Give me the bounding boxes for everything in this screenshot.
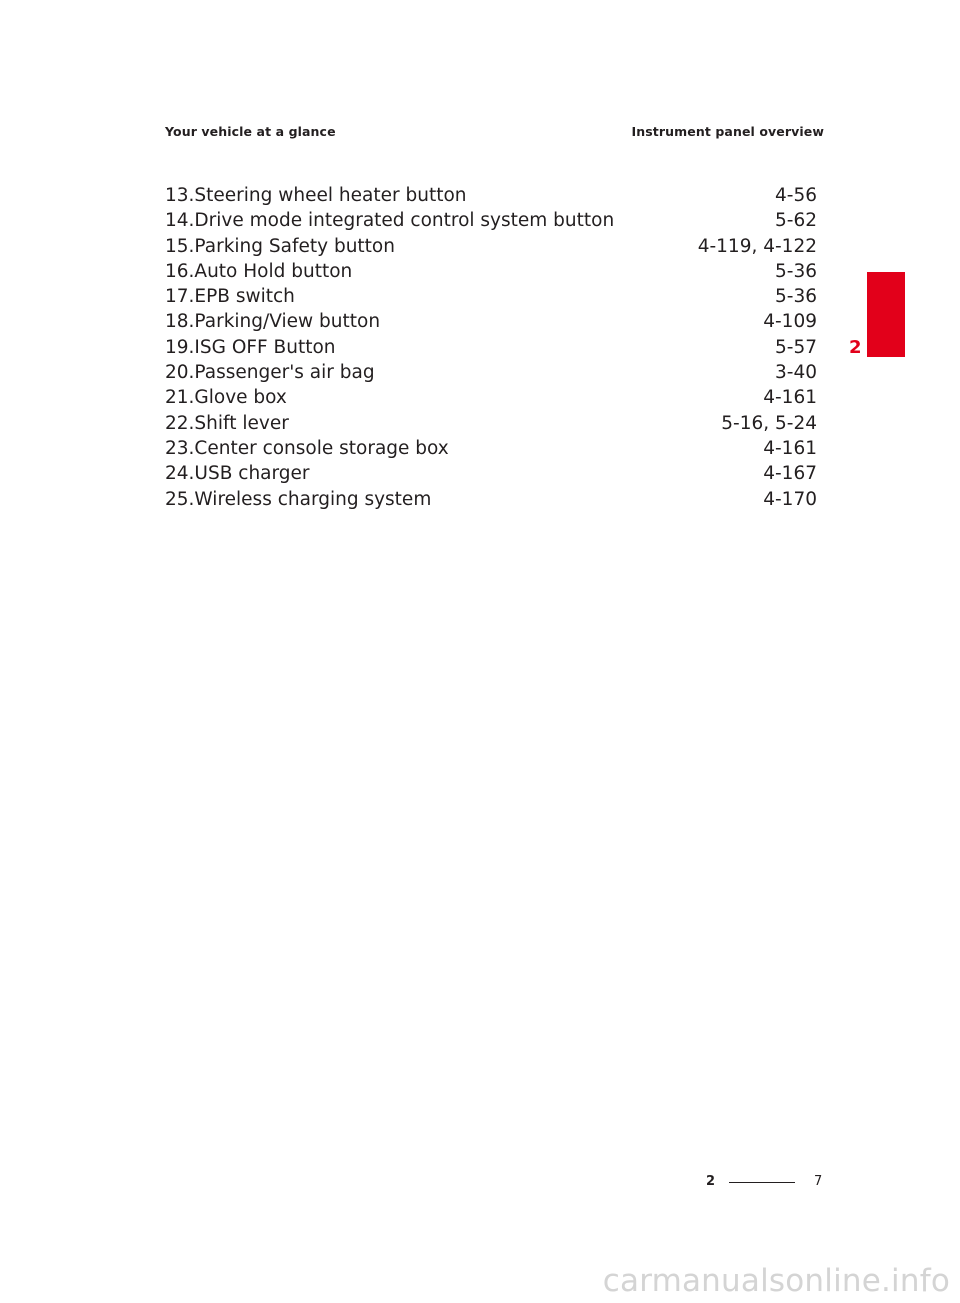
item-label: 19.ISG OFF Button — [165, 336, 336, 358]
item-page-ref: 4-161 — [763, 437, 817, 459]
item-label: 25.Wireless charging system — [165, 488, 432, 510]
list-item — [165, 259, 817, 284]
item-page-ref: 4-56 — [775, 185, 817, 206]
item-page-ref: 4-170 — [763, 488, 817, 510]
item-page-ref: 4-161 — [763, 387, 817, 409]
list-item — [165, 335, 817, 360]
item-label: 14.Drive mode integrated control system button — [165, 210, 615, 232]
list-item — [165, 309, 817, 334]
item-label: 24.USB charger — [165, 463, 310, 485]
item-label: 21.Glove box — [165, 387, 287, 409]
item-page-ref: 5-57 — [775, 336, 817, 358]
list-item — [165, 208, 817, 233]
item-page-ref: 4-167 — [763, 463, 817, 485]
list-item — [165, 411, 817, 436]
footer-page-number: 7 — [814, 1174, 823, 1189]
item-label: 17.EPB switch — [165, 286, 295, 308]
footer-chapter-number: 2 — [706, 1174, 716, 1189]
item-page-ref: 4-119, 4-122 — [697, 235, 817, 257]
list-item — [165, 436, 817, 461]
running-header-section: Your vehicle at a glance — [165, 124, 336, 139]
chapter-tab — [867, 272, 905, 357]
item-page-ref: 4-109 — [763, 311, 817, 333]
item-list — [165, 183, 817, 512]
list-item — [165, 360, 817, 385]
list-item — [165, 234, 817, 259]
chapter-tab-number: 2 — [849, 337, 862, 358]
item-page-ref: 5-62 — [775, 210, 817, 232]
item-page-ref: 3-40 — [775, 362, 817, 384]
running-header-title: Instrument panel overview — [631, 124, 824, 139]
item-label: 22.Shift lever — [165, 412, 289, 434]
item-label: 13.Steering wheel heater button — [165, 185, 467, 206]
item-label: 20.Passenger's air bag — [165, 362, 375, 384]
item-label: 18.Parking/View button — [165, 311, 381, 333]
list-item — [165, 461, 817, 486]
item-label: 15.Parking Safety button — [165, 235, 395, 257]
list-item — [165, 183, 817, 208]
item-label: 16.Auto Hold button — [165, 260, 353, 282]
list-item — [165, 487, 817, 512]
item-page-ref: 5-36 — [775, 286, 817, 308]
item-page-ref: 5-36 — [775, 260, 817, 282]
watermark: carmanualsonline.info — [602, 1263, 950, 1299]
item-page-ref: 5-16, 5-24 — [721, 412, 817, 434]
footer-divider — [729, 1182, 795, 1183]
item-label: 23.Center console storage box — [165, 437, 449, 459]
list-item — [165, 385, 817, 410]
list-item — [165, 284, 817, 309]
